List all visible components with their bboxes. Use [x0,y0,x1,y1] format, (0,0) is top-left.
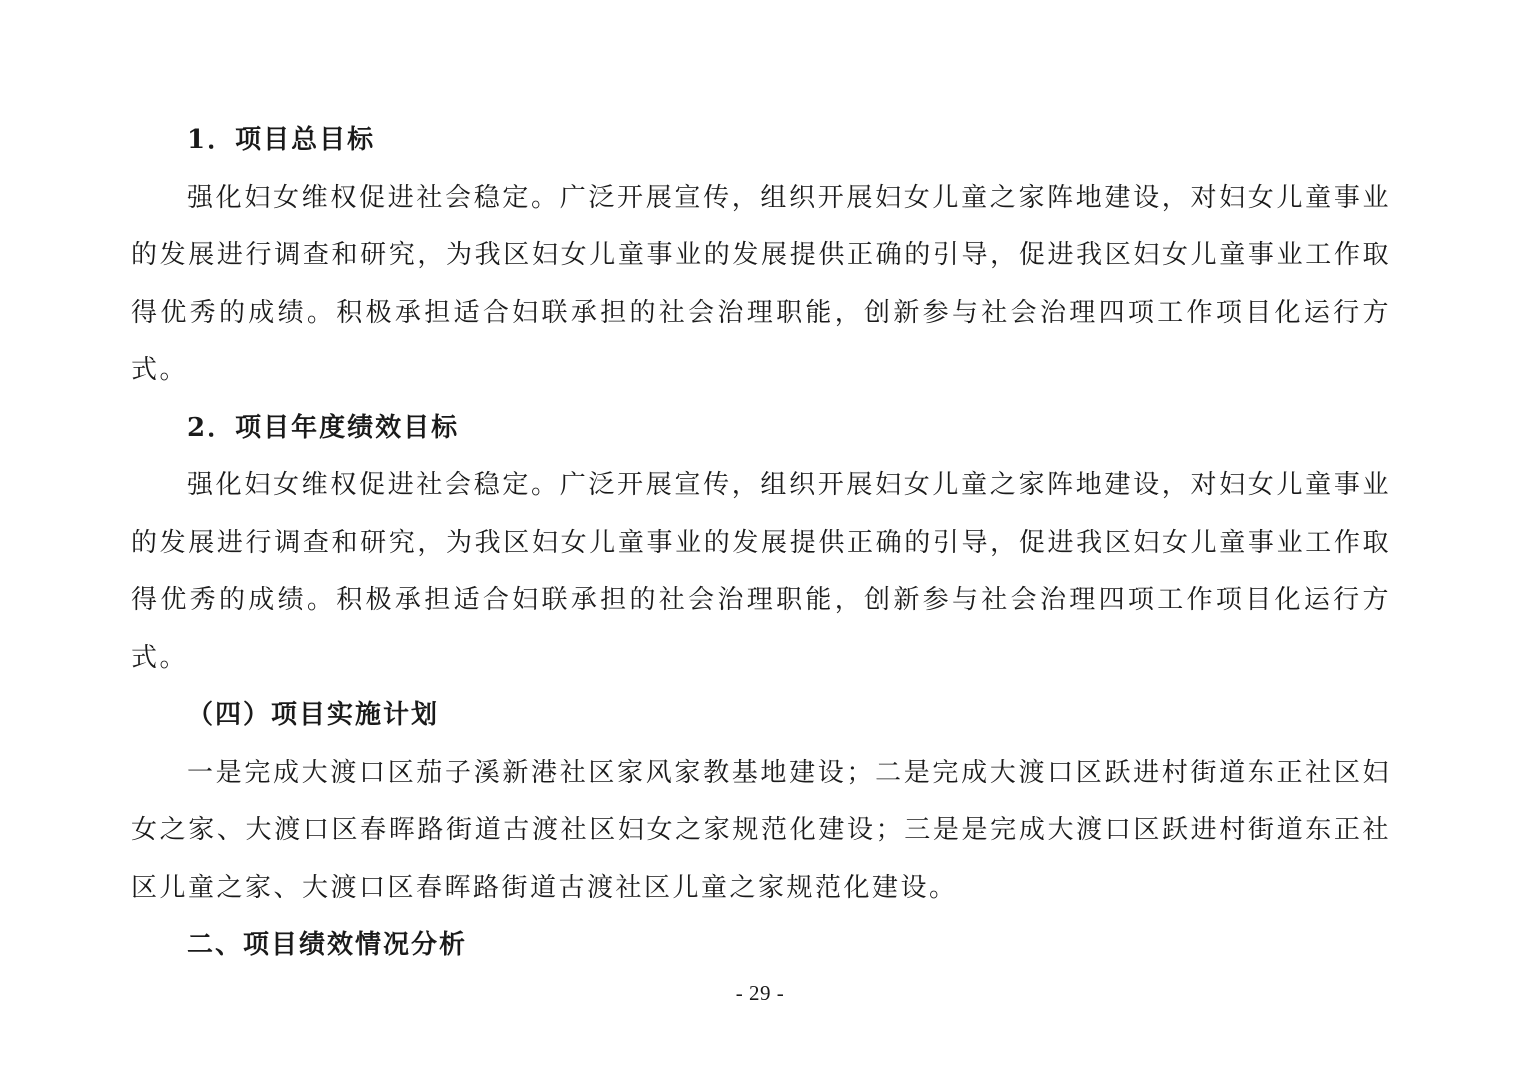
paragraph-annual-goal: 强化妇女维权促进社会稳定。广泛开展宣传，组织开展妇女儿童之家阵地建设，对妇女儿童事业的发展进行调查和研究，为我区妇女儿童事业的发展提供正确的引导，促进我区妇女儿童事业工作取得优秀的成绩。积极承担适合妇联承担的社会治理职能，创新参与社会治理四项工作项目化运行方式。 [131,470,1391,673]
document-body [131,112,1391,975]
section-heading-implementation-plan: （四）项目实施计划 [187,700,440,730]
paragraph-overall-goal: 强化妇女维权促进社会稳定。广泛开展宣传，组织开展妇女儿童之家阵地建设，对妇女儿童事业的发展进行调查和研究，为我区妇女儿童事业的发展提供正确的引导，促进我区妇女儿童事业工作取得优秀的成绩。积极承担适合妇联承担的社会治理职能，创新参与社会治理四项工作项目化运行方式。 [131,182,1391,385]
section-heading-annual-goal: 2．项目年度绩效目标 [187,412,460,443]
section-heading-overall-goal: 1．项目总目标 [187,125,376,155]
paragraph-implementation-plan: 一是完成大渡口区茄子溪新港社区家风家教基地建设；二是完成大渡口区跃进村街道东正社区妇女之家、大渡口区春晖路街道古渡社区妇女之家规范化建设；三是是完成大渡口区跃进村街道东正社区儿童之家、大渡口区春晖路街道古渡社区儿童之家规范化建设。 [131,757,1391,903]
page-number: - 29 - [735,981,785,1005]
section-heading-performance-analysis: 二、项目绩效情况分析 [187,930,468,960]
